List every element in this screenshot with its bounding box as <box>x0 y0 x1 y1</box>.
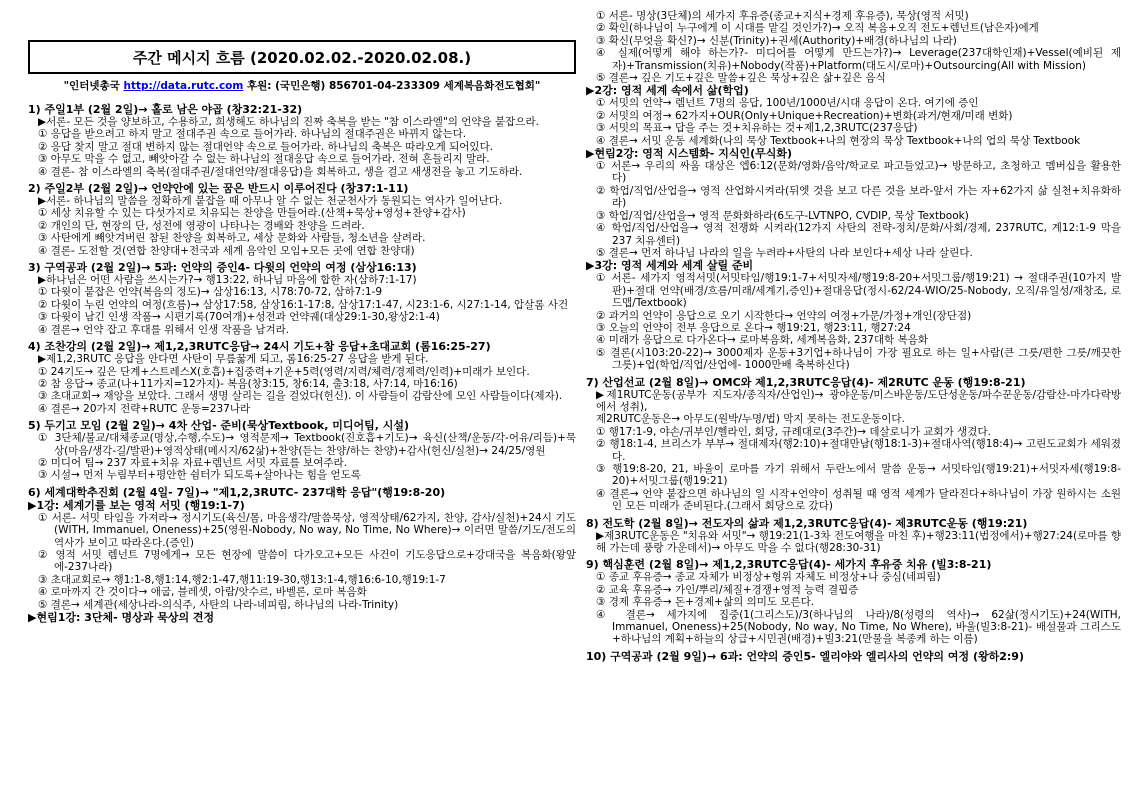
list-item: ① 서론- 서밋 타임을 가져라→ 정시기도(육신/몸, 마음생각/말씀묵상, 영적상태/62가지, 찬양, 감사/실천)+24시 기도(WITH, Immanuel, Oneness)+25(영원-Nobody, No way, No Time, No Where)→ 이러면 말씀/기도/전도의 역사가 보이고 따라온다.(증인) <box>38 511 576 549</box>
list-item: ② 응답 찾지 말고 절대 변하지 않는 절대언약 속으로 들어가라. 하나님의 축복은 따라오게 되어있다. <box>38 140 494 153</box>
list-item: ② 과거의 언약이 응답으로 오기 시작한다→ 언약의 여정+가문/가정+개인(장단점) <box>596 309 972 322</box>
left-content <box>28 103 576 624</box>
page-title: 주간 메시지 흐름 (2020.02.02.-2020.02.08.) <box>28 40 576 74</box>
list-item: ① 서론→ 우리의 싸움 대상은 엡6:12(문화/영화/음악/학교로 파고들었고)→ 방문하고, 초청하고 멤버십을 활용한다) <box>596 160 1121 185</box>
list-item: ② 서밋의 여정→ 62가지+OUR(Only+Unique+Recreation)+변화(과거/현재/미래 변화) <box>596 109 1013 122</box>
section-heading: 1) 주일1부 (2월 2일)→ 홀로 남은 야곱 (창32:21-32) <box>28 103 303 116</box>
list-item: ① 세상 치유할 수 있는 다섯가지로 치유되는 찬양을 만들어라.(산책+묵상+영성+찬양+감사) <box>38 207 466 220</box>
list-item: ① 응답을 받으려고 하지 말고 절대주권 속으로 들어가라. 하나님의 절대주권은 바뀌지 않는다. <box>38 128 467 141</box>
section-heading: 8) 전도학 (2월 8일)→ 전도자의 삶과 제1,2,3RUTC응답(4)- 제3RUTC운동 (행19:21) <box>586 516 1028 530</box>
section-heading: 6) 세계대학추진회 (2월 4일- 7일)→ "제1,2,3RUTC- 237대학 응답"(행19:8-20) <box>28 485 446 499</box>
list-item: ③ 경제 후유증→ 돈+경제+삶의 의미도 모른다. <box>596 596 815 609</box>
list-item: ③ 서밋의 목표→ 답을 주는 것+치유하는 것+제1,2,3RUTC(237응답) <box>596 122 918 135</box>
subsection-heading: ▶3강: 영적 세계와 세계 살릴 준비 <box>586 259 754 273</box>
list-item: ② 참 응답→ 종교(나+11가지=12가지)- 복음(창3:15, 창6:14, 출3:18, 사7:14, 마16:16) <box>38 377 458 390</box>
list-item: ① 행17:1-9, 야손/귀부인/헬라인, 회당, 규례대로(3주간)→ 데살로니가 교회가 생겼다. <box>596 425 991 438</box>
list-item: ① 종교 후유증→ 종교 자체가 비정상+형위 자체도 비정상+나 중심(네피림) <box>596 571 941 584</box>
list-item: ③ 오늘의 언약이 전부 응답으로 온다→ 행19:21, 행23:11, 행27:24 <box>596 321 911 334</box>
list-item: ② 확인(하나님이 누구에게 이 시대를 맡길 것인가?)→ 오직 복음+오직 전도+렘넌트(남은자)에게 <box>596 22 1039 35</box>
list-item: ② 행18:1-4, 브리스가 부부→ 절대제자(행2:10)+절대만남(행18:1-3)+절대사역(행18:4)→ 고린도교회가 세워졌다. <box>596 438 1121 463</box>
sponsor-prefix: "인터넷총국 <box>63 80 120 92</box>
list-item: ⑤ 결론(시103:20-22)→ 3000제자 운동+3기업+하나님이 가장 필요로 하는 일+사람(큰 그릇/편한 그릇/깨끗한 그릇)+업(학업/직업/산업에- 1000만배 축복하신다) <box>596 346 1121 372</box>
list-item: ② 다윗이 누린 언약의 여정(흐름)→ 삼상17:58, 삼상16:1-17:8, 삼상17:1-47, 시23:1-6, 시27:1-14, 압살롬 사건 <box>38 298 569 311</box>
right-content <box>586 10 1121 663</box>
list-item: ② 개인의 단, 현장의 단, 성전에 영광이 나타나는 경배와 찬양을 드려라. <box>38 219 365 232</box>
list-item: ② 영적 서밋 렘넌트 7명에게→ 모든 현장에 말씀이 다가오고+모든 사건이 기도응답으로+강대국을 복음화(왕앞에-237나라) <box>38 548 576 574</box>
list-item: ③ 확신(무엇을 확신?)→ 신분(Trinity)+권세(Authority)+배경(하나님의 나라) <box>596 34 957 47</box>
list-item: ③ 초대교회→ 재앙을 보았다. 그래서 생명 살리는 길을 걸었다(헌신). 이 사람들이 감람산에 모인 사람들이다(제자). <box>38 390 563 403</box>
right-column <box>586 10 1121 663</box>
website-link[interactable]: http://data.rutc.com <box>123 80 244 92</box>
left-column <box>28 8 576 624</box>
list-item: ① 24기도→ 깊은 단계+스트레스X(호흡)+집중력+기운+5력(영력/지력/체력/경제력/인력)+미래가 보인다. <box>38 365 530 378</box>
list-item: ③ 아무도 막을 수 없고, 빼앗아갈 수 없는 하나님의 절대응답 속으로 들어가라. 전혀 흔들리지 말라. <box>38 153 490 166</box>
list-item: ③ 사탄에게 빼앗겨버린 참된 찬양을 회복하고, 세상 문화와 사람들, 청소년을 살려라. <box>38 232 426 245</box>
section-heading: 3) 구역공과 (2월 2일)→ 5과: 언약의 증인4- 다윗의 언약의 여정 (삼상16:13) <box>28 261 417 275</box>
list-item: ④ 결론- 참 이스라엘의 축복(절대주권/절대언약/절대응답)을 회복하고, 생을 걸고 새생전을 놓고 기도하라. <box>38 165 523 178</box>
list-item: ④ 미래가 응답으로 다가온다→ 로마복음화, 세계복음화, 237대학 복음화 <box>596 334 929 347</box>
list-item: ① 다윗이 붙잡은 언약(복음의 정도)→ 삼상16:13, 시78:70-72, 삼하7:1-9 <box>38 286 383 299</box>
list-item: ④ 실제(어떻게 해야 하는가?- 미디어를 어떻게 만드는가?)→ Leverage(237대학인재)+Vessel(예비된 제자)+Transmission(치유)+Nobody(작품)+Platform(대도시/로마)+Outsourcing(All with Mission) <box>596 47 1121 72</box>
list-item: ④ 로마까지 간 것이다→ 애굽, 블레셋, 아람/앗수르, 바벨론, 로마 복음화 <box>38 586 367 599</box>
paragraph: ▶제1,2,3RUTC 응답을 안다면 사탄이 무릎꿇게 되고, 롬16:25-27 응답을 받게 된다. <box>38 353 429 366</box>
paragraph: 제2RUTC운동은→ 아무도(원박/누명/법) 막지 못하는 전도운동이다. <box>596 413 905 426</box>
paragraph: ▶제3RUTC운동은 "치유와 서밋"→ 행19:21(1-3차 전도여행을 마친 후)+행23:11(법정에서)+행27:24(로마를 향해 가는데 풍랑 가운데서)→ 아무도 막을 수 없다(행28:30-31) <box>596 529 1121 555</box>
list-item: ④ 결론→ 세가지에 집중(1(그리스도)/3(하나님의 나라)/8(성령의 역사)→ 62삶(정시기도)+24(WITH, Immanuel, Oneness)+25(Nobody, No way, No Time, No Where), 바울(빌3:8-21)- 배설물과 그리스도+하나님의 계획+하늘의 상급+시민권(배경)+빌3:21(만물을 복종케 하는 이름) <box>596 608 1121 646</box>
section-heading: 9) 핵심훈련 (2월 8일)→ 제1,2,3RUTC응답(4)- 세가지 후유증 치유 (빌3:8-21) <box>586 558 992 572</box>
sponsor-suffix: 후원: (국민은행) 856701-04-233309 세계복음화전도협회" <box>246 80 541 92</box>
list-item: ④ 결론→ 언약 잡고 후대를 위해서 인생 작품을 남겨라. <box>38 323 290 336</box>
section-heading: 5) 두기고 모임 (2월 2일)→ 4차 산업- 준비(묵상Textbook, 미디어팀, 시설) <box>28 419 410 433</box>
list-item: ④ 학업/직업/산업을→ 영적 전쟁화 시켜라(12가지 사탄의 전략-정치/문화/사회/경제, 237RUTC, 계12:1-9 막을 237 치유센터) <box>596 222 1121 247</box>
section-heading: 2) 주일2부 (2월 2일)→ 언약안에 있는 꿈은 반드시 이루어진다 (창37:1-11) <box>28 182 409 196</box>
subsection-heading: ▶1강: 세계기를 보는 영적 서밋 (행19:1-7) <box>28 498 245 512</box>
list-item: ③ 학업/직업/산업을→ 영적 문화화하라(6도구-LVTNPO, CVDIP, 묵상 Textbook) <box>596 209 969 222</box>
list-item: ③ 행19:8-20, 21, 바울이 로마를 가기 위해서 두란노에서 말씀 운동→ 서밋타임(행19:21)+서밋자세(행19:8-20)+서밋그룹(행19:21) <box>596 463 1121 488</box>
section-heading: 7) 산업선교 (2월 8일)→ OMC와 제1,2,3RUTC응답(4)- 제2RUTC 운동 (행19:8-21) <box>586 375 1026 389</box>
list-item: ② 미디어 팀→ 237 자료+치유 자료+렘넌트 서밋 자료를 보여주라. <box>38 456 348 469</box>
list-item: ② 교육 후유증→ 가인/뿌리/체질+경쟁+영적 능력 결핍증 <box>596 583 859 596</box>
paragraph: ▶서론- 모든 것을 양보하고, 수용하고, 희생해도 하나님의 진짜 축복을 받는 "참 이스라엘"의 언약을 붙잡으라. <box>38 116 539 128</box>
list-item: ④ 결론→ 서밋 운동 세계화(나의 묵상 Textbook+나의 현장의 묵상 Textbook+나의 업의 묵상 Textbook <box>596 134 1081 147</box>
subsection-heading: ▶현림1강: 3단체- 명상과 묵상의 견정 <box>28 611 215 624</box>
list-item: ⑤ 결론→ 먼저 하나님 나라의 일을 누려라+사탄의 나라 보인다+세상 나라 살린다. <box>596 246 973 259</box>
paragraph: ▶하나님은 어떤 사람을 쓰시는가?→ 행13:22, 하나님 마음에 합한 자(삼하7:1-17) <box>38 274 417 287</box>
sponsor-line <box>28 78 576 93</box>
list-item: ④ 결론→ 언약 붙잡으면 하나님의 일 시작+언약이 성취될 때 영적 세계가 달라진다+하나님이 가장 원하시는 소원인 모든 미래가 준비된다.(그래서 회당으로 갔다) <box>596 487 1121 513</box>
list-item: ⑤ 결론→ 깊은 기도+깊은 말씀+깊은 묵상+깊은 삶+깊은 음식 <box>596 72 886 85</box>
subsection-heading: ▶2강: 영적 세계 속에서 삶(학업) <box>586 84 749 98</box>
paragraph: ▶서론- 하나님의 말씀을 정확하게 붙잡을 때 아무나 알 수 없는 천군천사가 동원되는 역사가 일어난다. <box>38 195 503 208</box>
list-item: ③ 다윗이 남긴 인생 작품→ 시편기록(70여개)+성전과 언약궤(대상29:1-30,왕상2:1-4) <box>38 311 440 324</box>
list-item: ⑤ 결론→ 세계관(세상나라-의식주, 사탄의 나라-네피림, 하나님의 나라-Trinity) <box>38 598 399 611</box>
list-item: ② 학업/직업/산업을→ 영적 산업화시켜라(뒤엣 것을 보고 다른 것을 보라-앞서 가는 자+62가지 삶 실천+치유화하라) <box>596 184 1121 210</box>
list-item: ④ 결론- 도전할 것(연합 찬양대+전국과 세계 음악인 모임+모든 곳에 연합 찬양대) <box>38 244 415 257</box>
list-item: ① 서론- 세가지 영적서밋(서밋타임/행19:1-7+서밋자세/행19:8-20+서밋그룹/행19:21) → 절대주권(10가지 발판)+절대 언약(배경/흐름/미래/세계기,증인)+절대응답(정시-62/24-WIO/25-Nobody, 오직/유일성/재창조, 로드맵/Textbook) <box>596 272 1121 310</box>
list-item: ① 3단체/불교/대체종교(명상,수행,수도)→ 영적문제→ Textbook(진호흡+기도)→ 육신(산책/운동/각-어유/리듬)+묵상(마음/생각-길/발판)+영적상태(메시지/62삶)+찬양(듣는 찬양/하는 찬양)+감사(헌신/실천)→ 24/25/영원 <box>38 432 576 457</box>
list-item: ④ 결론→ 20가지 전략+RUTC 운동=237나라 <box>38 402 251 415</box>
list-item: ① 서론- 명상(3단체)의 세가지 후유증(종교+지식+경제 후유증), 묵상(영적 서밋) <box>596 10 969 22</box>
list-item: ③ 초대교회로→ 행1:1-8,행1:14,행2:1-47,행11:19-30,행13:1-4,행16:6-10,행19:1-7 <box>38 573 446 586</box>
list-item: ① 서밋의 언약→ 렘넌트 7명의 응답, 100년/1000년/시대 응답이 온다. 여기에 증인 <box>596 97 979 110</box>
paragraph: ▶제1RUTC운동(공부가 지도자/종직자/산업인)→ 광야운동/미스바운동/도단성운동/파수꾼운동/감람산-마가다락방에서 성취), <box>596 388 1121 413</box>
section-heading: 10) 구역공과 (2월 9일)→ 6과: 언약의 증인5- 엘리야와 엘리사의 언약의 여정 (왕하2:9) <box>586 649 1024 663</box>
list-item: ③ 시설→ 먼저 누림부터+평안한 쉼터가 되도록+살아나는 힘을 얻도록 <box>38 469 361 482</box>
subsection-heading: ▶현림2강: 영적 시스템화- 지식인(무식화) <box>586 147 793 161</box>
section-heading: 4) 조찬강의 (2월 2일)→ 제1,2,3RUTC응답→ 24시 기도+참 응답+초대교회 (롬16:25-27) <box>28 340 491 354</box>
